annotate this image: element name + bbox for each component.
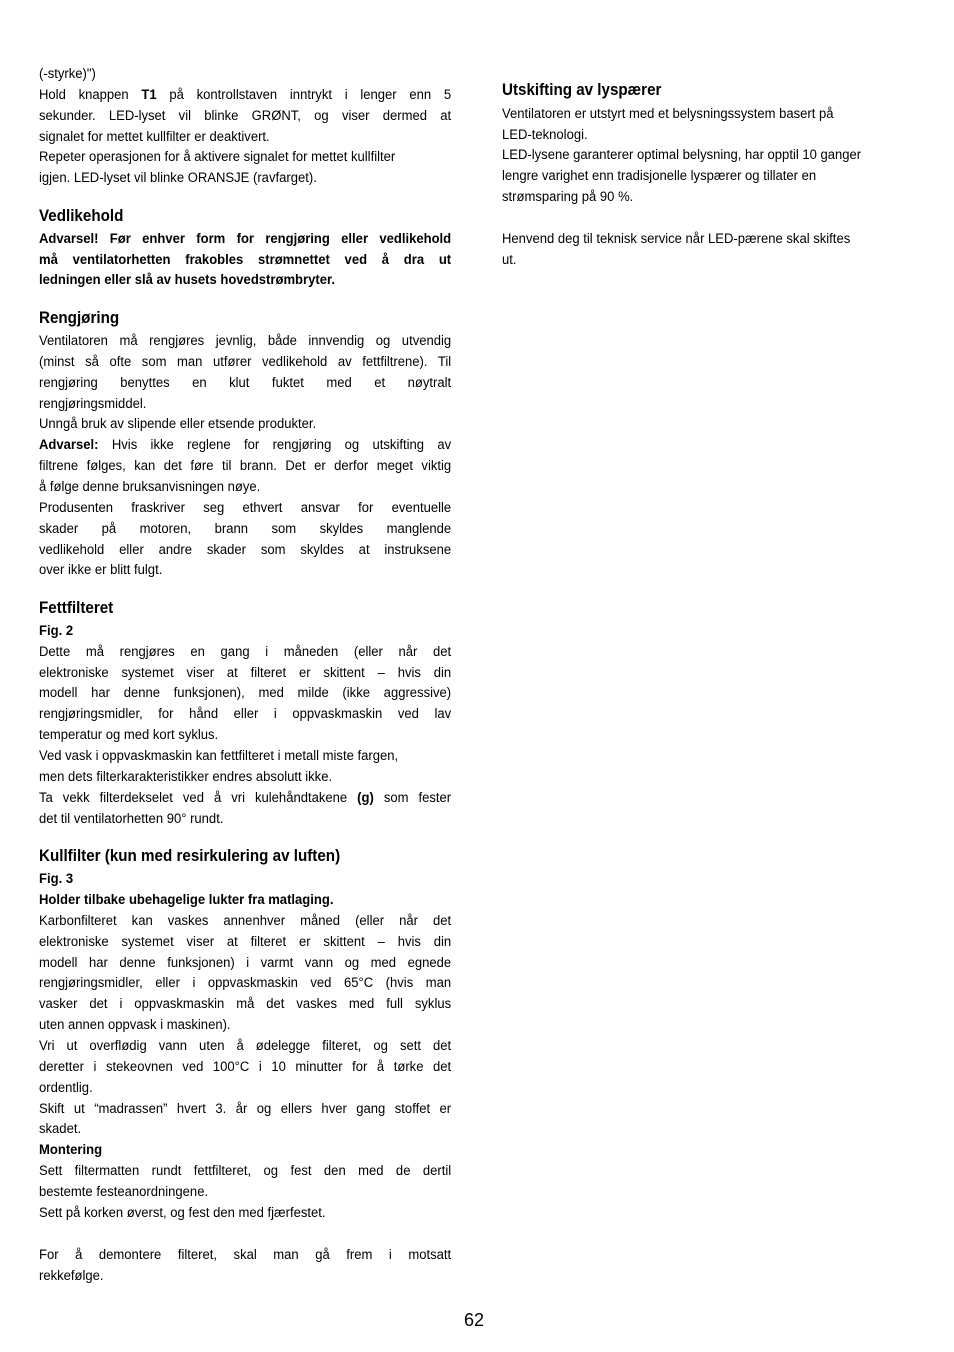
text-line: å følge denne bruksanvisningen nøye. [39,479,261,495]
text-line: rengjøring benyttes en klut fuktet med et nøytralt [39,375,452,391]
text-line: strømsparing på 90 %. [502,189,634,205]
warning-line: Advarsel! Før enhver form for rengjøring eller vedlikehold [39,231,452,247]
text-line: vasker det i oppvaskmaskin må det vaskes med full syklus [39,996,452,1012]
text-line: lengre varighet enn tradisjonelle lyspærer og tillater en [502,168,817,184]
text-line: elektroniske systemet viser at filteret er skittent – hvis din [39,934,452,950]
text-line: elektroniske systemet viser at filteret er skittent – hvis din [39,665,452,681]
text-line: Hold knappen T1 på kontrollstaven inntrykt i lenger enn 5 [39,87,452,103]
text-line: det til ventilatorhetten 90° rundt. [39,811,224,827]
section-heading: Utskifting av lyspærer [502,81,662,99]
page-number: 62 [464,1310,485,1330]
text-line: Repeter operasjonen for å aktivere signalet for mettet kullfilter [39,149,396,165]
text-line: ordentlig. [39,1080,93,1096]
section-heading: Kullfilter (kun med resirkulering av luften) [39,847,341,865]
text-line: Henvend deg til teknisk service når LED-pærene skal skiftes [502,231,851,247]
text-line: skader på motoren, brann som skyldes manglende [39,521,452,537]
text-line: LED-teknologi. [502,127,588,143]
text-line: modell har denne funksjonen), med milde (ikke aggressive) [39,685,452,701]
subheading: Montering [39,1142,103,1158]
text-line: skadet. [39,1121,82,1137]
subheading: Holder tilbake ubehagelige lukter fra matlaging. [39,892,334,908]
text-line: (-styrke)") [39,66,96,82]
bold-term: T1 [141,87,157,103]
text-line: over ikke er blitt fulgt. [39,562,163,578]
warning-line: må ventilatorhetten frakobles strømnettet ved å dra ut [39,252,452,268]
text-line: Karbonfilteret kan vaskes annenhver måned (eller når det [39,913,452,929]
text-line: Ta vekk filterdekselet ved å vri kulehåndtakene (g) som fester [39,790,452,806]
section-heading: Fettfilteret [39,599,114,617]
text-line: Sett filtermatten rundt fettfilteret, og fest den med de dertil [39,1163,452,1179]
text-line: LED-lysene garanterer optimal belysning, har opptil 10 ganger [502,147,862,163]
text-line: Advarsel: Hvis ikke reglene for rengjøring og utskifting av [39,437,452,453]
warning-line: ledningen eller slå av husets hovedstrømbryter. [39,272,335,288]
text-line: Ventilatoren må rengjøres jevnlig, både innvendig og utvendig [39,333,452,349]
text-line: vedlikehold eller andre skader som skyldes at instruksene [39,542,452,558]
section-heading: Vedlikehold [39,207,124,225]
text-line: rengjøringsmiddel. [39,396,147,412]
text-line: Ventilatoren er utstyrt med et belysningssystem basert på [502,106,834,122]
text-line: Vri ut overflødig vann uten å ødelegge filteret, og sett det [39,1038,452,1054]
text-line: modell har denne funksjonen) i varmt vann og med egnede [39,955,452,971]
text-line: Produsenten fraskriver seg ethvert ansvar for eventuelle [39,500,452,516]
text-line: signalet for mettet kullfilter er deaktivert. [39,129,270,145]
text-line: temperatur og med kort syklus. [39,727,219,743]
text-line: rengjøringsmidler, for hånd eller i oppvaskmaskin ved lav [39,706,452,722]
text-line: men dets filterkarakteristikker endres absolutt ikke. [39,769,333,785]
bold-term: Advarsel: [39,437,99,453]
text-line: rengjøringsmidler, eller i oppvaskmaskin ved 65°C (hvis man [39,975,452,991]
text-line: (minst så ofte som man utfører vedlikehold av fettfiltrene). Til [39,354,452,370]
text-line: igjen. LED-lyset vil blinke ORANSJE (ravfarget). [39,170,317,186]
text-line: sekunder. LED-lyset vil blinke GRØNT, og viser dermed at [39,108,452,124]
text-line: Dette må rengjøres en gang i måneden (eller når det [39,644,452,660]
section-heading: Rengjøring [39,309,120,327]
figure-ref: Fig. 2 [39,623,74,639]
text-line: Ved vask i oppvaskmaskin kan fettfilteret i metall miste fargen, [39,748,399,764]
text-line: filtrene følges, kan det føre til brann. Det er derfor meget viktig [39,458,452,474]
figure-ref: Fig. 3 [39,871,74,887]
text-line: For å demontere filteret, skal man gå frem i motsatt [39,1247,452,1263]
text-line: Sett på korken øverst, og fest den med fjærfestet. [39,1205,326,1221]
text-line: uten annen oppvask i maskinen). [39,1017,231,1033]
text-line: deretter i stekeovnen ved 100°C i 10 minutter for å tørke det [39,1059,452,1075]
text-line: rekkefølge. [39,1268,104,1284]
text-line: Skift ut “madrassen” hvert 3. år og ellers hver gang stoffet er [39,1101,452,1117]
text-line: Unngå bruk av slipende eller etsende produkter. [39,416,317,432]
bold-term: (g) [357,790,374,806]
text-line: bestemte festeanordningene. [39,1184,209,1200]
text-line: ut. [502,252,517,268]
